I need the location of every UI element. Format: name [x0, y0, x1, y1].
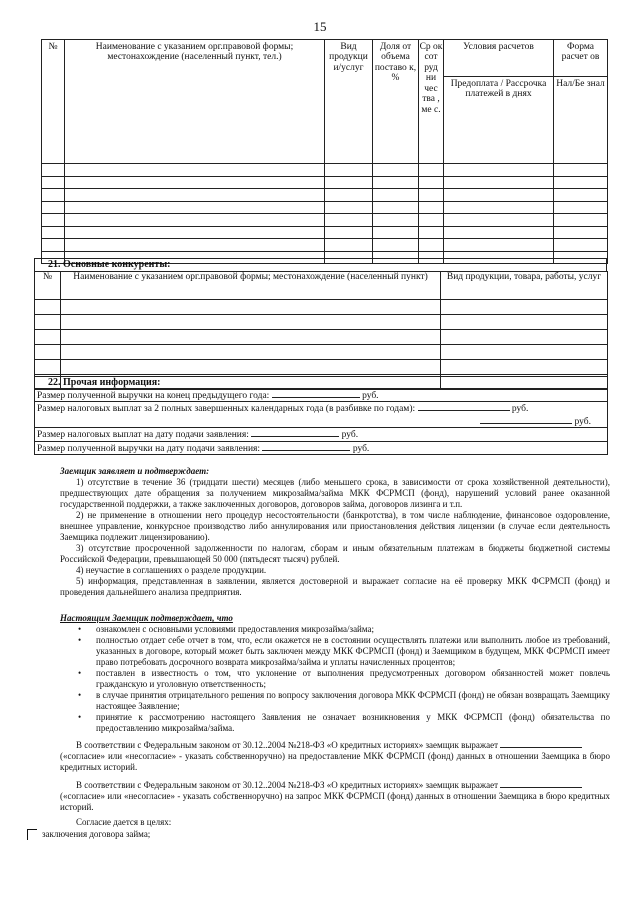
bullet-icon: • — [78, 712, 82, 722]
supplier-cell[interactable] — [373, 214, 419, 227]
col-num-header: № — [42, 40, 65, 164]
supplier-cell[interactable] — [65, 214, 325, 227]
tax-2-years-line: Размер налоговых выплат за 2 полных завершенных календарных года (в разбивке по годам): руб. — [35, 402, 608, 415]
competitor-cell[interactable] — [441, 330, 608, 345]
bullet-icon: • — [78, 668, 82, 678]
competitor-row — [35, 330, 608, 345]
tax-current-line: Размер налоговых выплат на дату подачи заявления: руб. — [35, 428, 608, 441]
supplier-cell[interactable] — [42, 201, 65, 214]
revenue-current-line: Размер полученной выручки на дату подачи заявления: руб. — [35, 441, 608, 454]
revenue-prev-year-line: Размер полученной выручки на конец предыдущего года: руб. — [35, 389, 608, 402]
declaration-block — [60, 466, 610, 598]
supplier-cell[interactable] — [554, 201, 608, 214]
supplier-cell[interactable] — [444, 226, 554, 239]
section-21-title-row — [34, 258, 607, 272]
supplier-cell[interactable] — [444, 164, 554, 177]
consent-2-cont: («согласие» или «несогласие» - указать собственноручно) на запрос МКК ФСРМСП (фонд) данных в отношении Заемщика в бюро кредитных историй. — [60, 791, 610, 812]
competitor-row — [35, 345, 608, 360]
supplier-cell[interactable] — [419, 239, 444, 252]
supplier-cell[interactable] — [42, 176, 65, 189]
tax-current-field[interactable] — [251, 428, 339, 437]
supplier-cell[interactable] — [373, 226, 419, 239]
purpose-item: заключения договора займа; — [42, 829, 151, 839]
col-conditions-sub: Предоплата / Рассрочка платежей в днях — [444, 77, 554, 164]
supplier-cell[interactable] — [444, 214, 554, 227]
competitor-cell[interactable] — [35, 300, 61, 315]
consent-1: В соответствии с Федеральным законом от 30.12..2004 №218-ФЗ «О кредитных историях» заемщик выражает — [60, 739, 610, 751]
supplier-cell[interactable] — [373, 189, 419, 202]
supplier-row — [42, 164, 608, 177]
bullet-icon: • — [78, 635, 82, 645]
revenue-current-field[interactable] — [262, 442, 350, 451]
competitor-row — [35, 360, 608, 375]
declaration-heading: Заемщик заявляет и подтверждает: — [60, 466, 210, 476]
competitor-cell[interactable] — [61, 300, 441, 315]
col-form-header: Форма расчет ов — [554, 40, 608, 77]
declaration-item-5: 5) информация, представленная в заявлении, является достоверной и выражает согласие на её проверку МКК ФСРМСП (фонд) и проведения дальнейшего анализа предприятия. — [60, 576, 610, 597]
tax-2-years-line-2: руб. — [35, 415, 608, 428]
competitor-cell[interactable] — [35, 345, 61, 360]
section-22-title: 22. Прочая информация: — [35, 377, 608, 389]
declaration-item-1: 1) отсутствие в течение 36 (тридцати шести) месяцев (либо меньшего срока, в зависимости от срока хозяйственной деятельности), предшествующих дате обращения за получением микрозайма/займа МКК ФСРМСП (фонд), нарушений условий ранее оказанной государственной поддержки, а также заключенных договоров, договоров займа, договоров лизинга и т.п. — [60, 477, 610, 509]
supplier-cell[interactable] — [373, 176, 419, 189]
declaration-item-3: 3) отсутствие просроченной задолженности по налогам, сборам и иным обязательным платежам в бюджеты бюджетной системы Российской Федерации, превышающей 50 000 (пятьдесят тысяч) рублей. — [60, 543, 610, 564]
supplier-row — [42, 189, 608, 202]
supplier-cell[interactable] — [444, 176, 554, 189]
col-term-header: Ср ок сот руд ни чес тва , ме с. — [419, 40, 444, 164]
supplier-cell[interactable] — [554, 164, 608, 177]
supplier-cell[interactable] — [554, 189, 608, 202]
supplier-cell[interactable] — [373, 164, 419, 177]
consent-block — [60, 739, 610, 828]
supplier-cell[interactable] — [65, 226, 325, 239]
supplier-cell[interactable] — [444, 239, 554, 252]
supplier-cell[interactable] — [554, 239, 608, 252]
supplier-cell[interactable] — [42, 226, 65, 239]
supplier-cell[interactable] — [419, 164, 444, 177]
supplier-cell[interactable] — [65, 164, 325, 177]
supplier-cell[interactable] — [325, 201, 373, 214]
supplier-cell[interactable] — [325, 164, 373, 177]
supplier-cell[interactable] — [42, 164, 65, 177]
col-name-header: Наименование с указанием орг.правовой формы; местонахождение (населенный пункт, тел.) — [65, 40, 325, 164]
competitor-cell[interactable] — [35, 330, 61, 345]
supplier-cell[interactable] — [325, 214, 373, 227]
supplier-cell[interactable] — [444, 189, 554, 202]
purpose-checkbox[interactable] — [27, 829, 37, 840]
supplier-cell[interactable] — [65, 176, 325, 189]
supplier-cell[interactable] — [373, 201, 419, 214]
supplier-cell[interactable] — [65, 189, 325, 202]
section-21-title: 21. Основные конкуренты: — [35, 259, 607, 272]
consent-1-cont: («согласие» или «несогласие» - указать собственноручно) на предоставление МКК ФСРМСП (фонд) данных в отношении Заемщика в бюро кредитных историй. — [60, 751, 610, 772]
other-info-table — [34, 376, 608, 455]
bullet-icon: • — [78, 624, 82, 634]
confirmation-block — [60, 613, 610, 734]
col-form-sub: Нал/Бе знал — [554, 77, 608, 164]
supplier-cell[interactable] — [325, 189, 373, 202]
supplier-cell[interactable] — [419, 189, 444, 202]
competitors-table — [34, 271, 608, 390]
col-conditions-header: Условия расчетов — [444, 40, 554, 77]
supplier-row — [42, 226, 608, 239]
bullet-icon: • — [78, 690, 82, 700]
supplier-cell[interactable] — [42, 214, 65, 227]
competitor-name-header: Наименование с указанием орг.правовой формы; местонахождение (населенный пункт) — [61, 272, 441, 300]
confirmation-item-2: • полностью отдает себе отчет в том, что, если окажется не в состоянии осуществлять платежи или выполнить любое из требований, указанных в договоре, который может быть заключен между МКК ФСРМСП (фонд) и Заемщиком в будущем, МКК ФСРМСП имеет право потребовать досрочного возврата микрозайма/займа и уплаты начисленных процентов; — [78, 635, 610, 667]
supplier-cell[interactable] — [65, 201, 325, 214]
supplier-cell[interactable] — [444, 201, 554, 214]
competitor-cell[interactable] — [441, 345, 608, 360]
competitor-cell[interactable] — [441, 315, 608, 330]
col-share-header: Доля от объема поставо к, % — [373, 40, 419, 164]
confirmation-item-4: • в случае принятия отрицательного решения по вопросу заключения договора МКК ФСРМСП (фонд) не обязан возвращать Заемщику настоящее Заявление; — [78, 690, 610, 711]
competitor-cell[interactable] — [35, 360, 61, 375]
confirmation-item-3: • поставлен в известность о том, что уклонение от выполнения предусмотренных договором обязанностей может повлечь гражданскую и уголовную ответственность; — [78, 668, 610, 689]
col-product-header: Вид продукци и/услуг — [325, 40, 373, 164]
competitor-cell[interactable] — [61, 330, 441, 345]
revenue-prev-year-field[interactable] — [272, 389, 360, 398]
supplier-row — [42, 176, 608, 189]
competitor-product-header: Вид продукции, товара, работы, услуг — [441, 272, 608, 300]
supplier-cell[interactable] — [554, 226, 608, 239]
supplier-cell[interactable] — [42, 239, 65, 252]
supplier-cell[interactable] — [325, 176, 373, 189]
competitor-cell[interactable] — [441, 360, 608, 375]
tax-year-2-field[interactable] — [480, 415, 572, 424]
competitor-num-header: № — [35, 272, 61, 300]
supplier-cell[interactable] — [42, 189, 65, 202]
supplier-cell[interactable] — [554, 214, 608, 227]
consent-2-field[interactable] — [500, 779, 582, 788]
purpose-intro: Согласие дается в целях: — [76, 817, 172, 827]
supplier-cell[interactable] — [325, 226, 373, 239]
confirmation-item-1: • ознакомлен с основными условиями предоставления микрозайма/займа; — [78, 624, 375, 634]
supplier-cell[interactable] — [65, 239, 325, 252]
competitor-row — [35, 300, 608, 315]
competitor-cell[interactable] — [61, 315, 441, 330]
tax-year-1-field[interactable] — [418, 402, 510, 411]
supplier-cell[interactable] — [554, 176, 608, 189]
suppliers-table — [41, 39, 608, 264]
competitor-cell[interactable] — [35, 315, 61, 330]
supplier-row — [42, 201, 608, 214]
supplier-row — [42, 214, 608, 227]
competitor-cell[interactable] — [441, 300, 608, 315]
consent-1-field[interactable] — [500, 739, 582, 748]
suppliers-body — [42, 164, 608, 264]
competitor-cell[interactable] — [61, 360, 441, 375]
confirmation-item-5: • принятие к рассмотрению настоящего Заявления не означает возникновения у МКК ФСРМСП (фонд) обязательства по предоставлению микрозайма/займа. — [78, 712, 610, 733]
confirmation-heading: Настоящим Заемщик подтверждает, что — [60, 613, 233, 623]
competitor-cell[interactable] — [61, 345, 441, 360]
consent-2: В соответствии с Федеральным законом от 30.12..2004 №218-ФЗ «О кредитных историях» заемщик выражает — [60, 779, 610, 791]
supplier-cell[interactable] — [419, 214, 444, 227]
declaration-item-2: 2) не применение в отношении него процедур несостоятельности (банкротства), в том числе наблюдение, финансовое оздоровление, внешнее управление, конкурсное производство либо аннулирования или приостановления действия лицензии (в случае если деятельность Заемщика подлежит лицензированию). — [60, 510, 610, 542]
supplier-cell[interactable] — [419, 226, 444, 239]
supplier-row — [42, 239, 608, 252]
supplier-cell[interactable] — [419, 176, 444, 189]
supplier-cell[interactable] — [325, 239, 373, 252]
competitor-row — [35, 315, 608, 330]
declaration-item-4: 4) неучастие в соглашениях о разделе продукции. — [76, 565, 267, 575]
page-number: 15 — [313, 19, 327, 34]
supplier-cell[interactable] — [419, 201, 444, 214]
supplier-cell[interactable] — [373, 239, 419, 252]
